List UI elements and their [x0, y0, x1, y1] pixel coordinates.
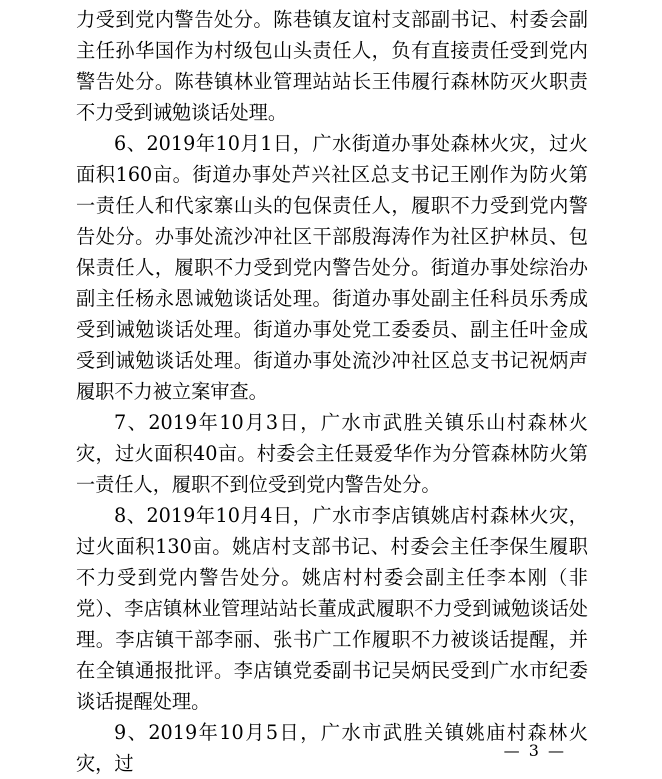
document-body — [76, 0, 588, 779]
paragraph-item-9: 9、2019年10月5日，广水市武胜关镇姚庙村森林火灾，过 — [76, 721, 588, 775]
paragraph-item-7: 7、2019年10月3日，广水市武胜关镇乐山村森林火灾，过火面积40亩。村委会主任聂爱华作为分管森林防火第一责任人，履职不到位受到党内警告处分。 — [76, 411, 588, 496]
paragraph-item-8: 8、2019年10月4日，广水市李店镇姚店村森林火灾，过火面积130亩。姚店村支部书记、村委会主任李保生履职不力受到党内警告处分。姚店村村委会副主任李本刚（非党）、李店镇林业管理站站长董成武履职不力受到诫勉谈话处理。李店镇干部李丽、张书广工作履职不力被谈话提醒，并在全镇通报批评。李店镇党委副书记吴炳民受到广水市纪委谈话提醒处理。 — [76, 504, 588, 713]
page-number: — 3 — — [503, 741, 566, 760]
paragraph-item-6: 6、2019年10月1日，广水街道办事处森林火灾，过火面积160亩。街道办事处芦兴社区总支书记王刚作为防火第一责任人和代家寨山头的包保责任人，履职不力受到党内警告处分。办事处流沙冲社区干部殷海涛作为社区护林员、包保责任人，履职不力受到党内警告处分。街道办事处综治办副主任杨永恩诫勉谈话处理。街道办事处副主任科员乐秀成受到诫勉谈话处理。街道办事处党工委委员、副主任叶金成受到诫勉谈话处理。街道办事处流沙冲社区总支书记祝炳声履职不力被立案审查。 — [76, 132, 588, 403]
paragraph-continued: 力受到党内警告处分。陈巷镇友谊村支部副书记、村委会副主任孙华国作为村级包山头责任人，负有直接责任受到党内警告处分。陈巷镇林业管理站站长王伟履行森林防灭火职责不力受到诫勉谈话处理。 — [76, 8, 588, 124]
